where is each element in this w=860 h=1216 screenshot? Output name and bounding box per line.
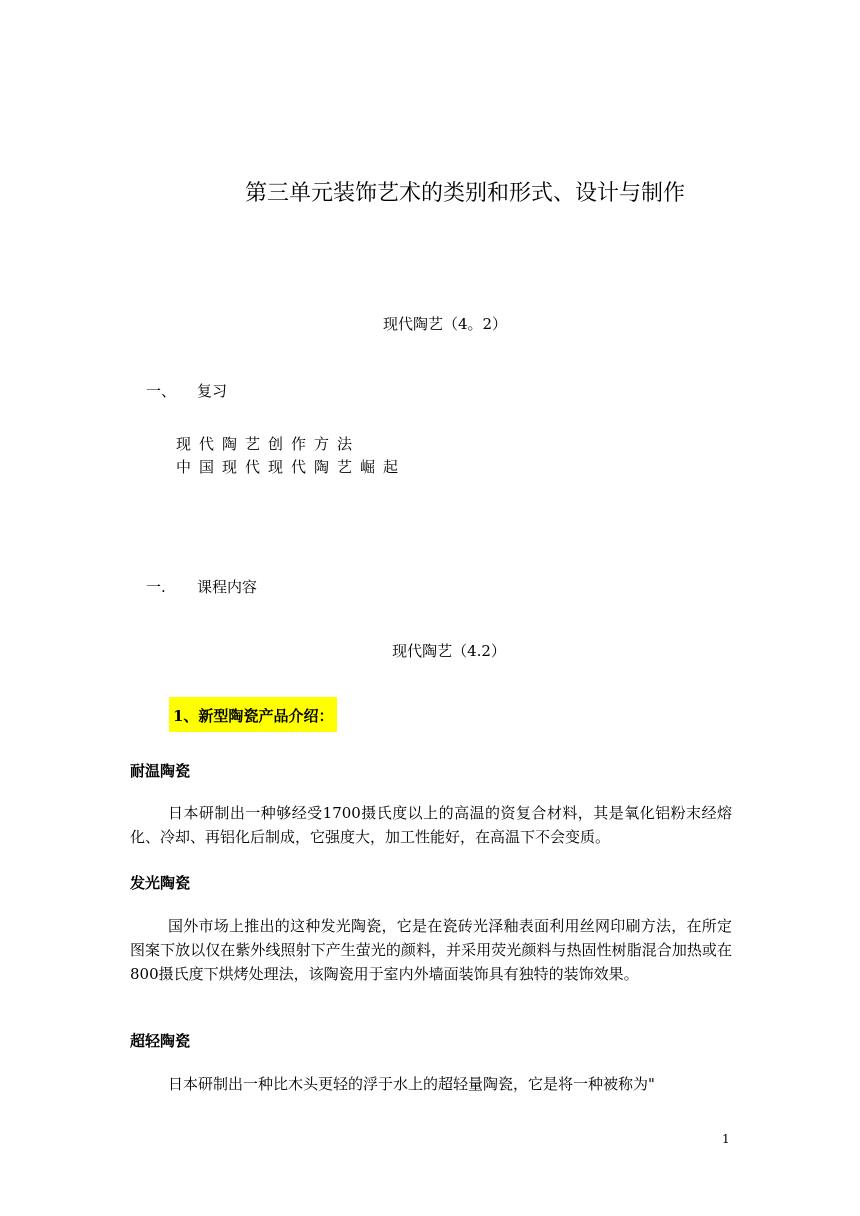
item-heading-luminous: 发光陶瓷 bbox=[130, 874, 191, 892]
section-1-title: 复习 bbox=[197, 382, 228, 400]
item-heading-heat-resistant: 耐温陶瓷 bbox=[130, 762, 191, 780]
item-heading-ultralight: 超轻陶瓷 bbox=[130, 1032, 191, 1050]
section-2-number: 一. bbox=[146, 578, 166, 596]
section-1-number: 一、 bbox=[146, 382, 177, 400]
highlighted-heading: 1、新型陶瓷产品介绍： bbox=[169, 697, 337, 732]
subtitle-2: 现代陶艺（4.2） bbox=[392, 642, 506, 660]
review-item-1: 现代陶艺创作方法 bbox=[176, 435, 361, 453]
subtitle-1: 现代陶艺（4。2） bbox=[382, 315, 508, 333]
page-number: 1 bbox=[722, 1132, 730, 1146]
review-item-2: 中国现代现代陶艺崛起 bbox=[176, 458, 407, 476]
document-title: 第三单元装饰艺术的类别和形式、设计与制作 bbox=[244, 181, 685, 206]
item-text-heat-resistant: 日本研制出一种够经受1700摄氏度以上的高温的资复合材料，其是氧化铝粉末经熔化、冷却、再铝化后制成，它强度大，加工性能好，在高温下不会变质。 bbox=[130, 804, 732, 846]
item-text-ultralight: 日本研制出一种比木头更轻的浮于水上的超轻量陶瓷，它是将一种被称为" bbox=[168, 1075, 655, 1093]
item-text-luminous: 国外市场上推出的这种发光陶瓷，它是在瓷砖光泽釉表面利用丝网印刷方法，在所定图案下放以仅在紫外线照射下产生萤光的颜料，并采用荧光颜料与热固性树脂混合加热或在800摄氏度下烘烤处理法，该陶瓷用于室内外墙面装饰具有独特的装饰效果。 bbox=[130, 917, 732, 983]
section-2-title: 课程内容 bbox=[197, 578, 258, 596]
